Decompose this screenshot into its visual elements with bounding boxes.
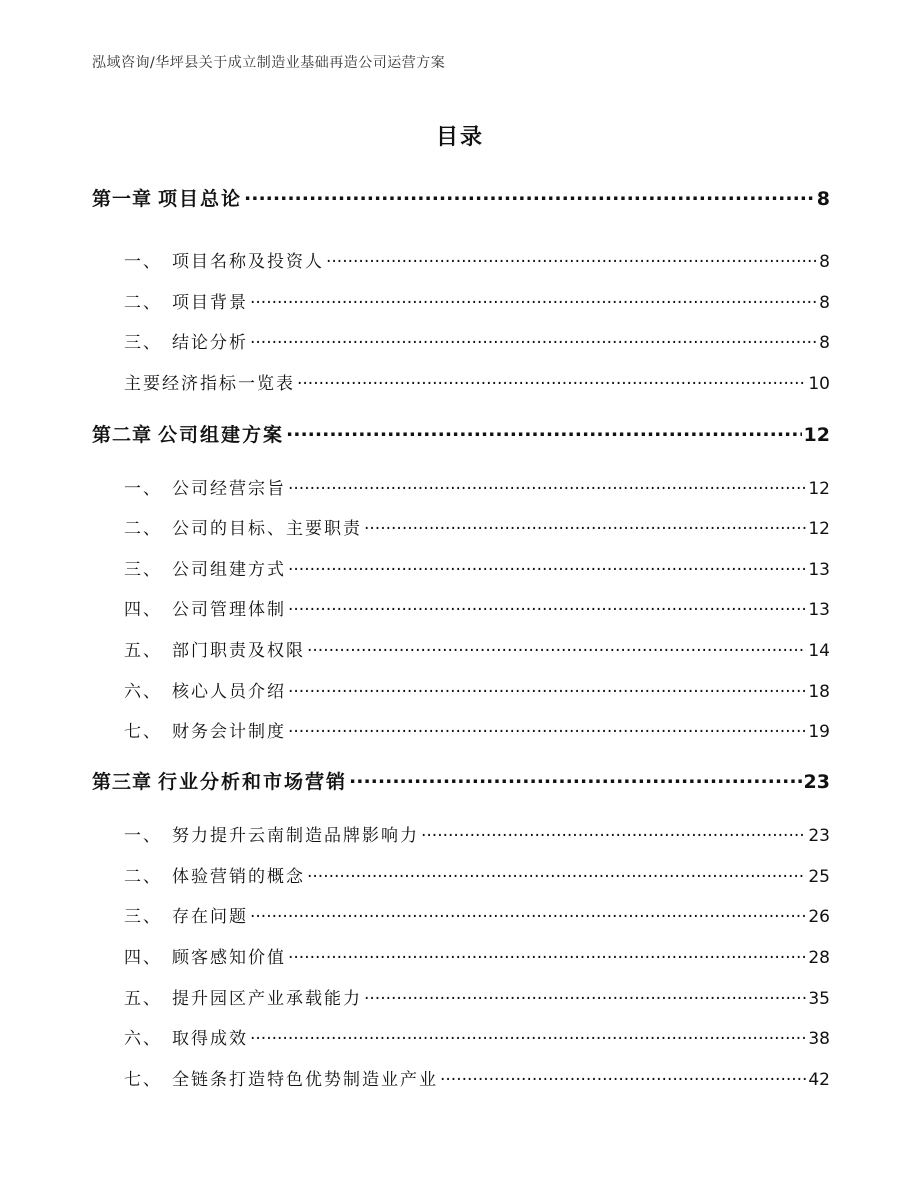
page-number: 19 (808, 722, 830, 742)
section-title: 努力提升云南制造品牌影响力 (172, 826, 419, 846)
page-number: 14 (808, 641, 830, 661)
toc-section[interactable] (92, 288, 830, 313)
section-title: 结论分析 (172, 333, 248, 353)
dot-leader (288, 680, 806, 697)
page-header: 泓域咨询/华坪县关于成立制造业基础再造公司运营方案 (92, 55, 446, 71)
toc-section[interactable] (92, 474, 830, 499)
toc-section[interactable] (92, 821, 830, 846)
section-title: 公司组建方式 (172, 560, 286, 580)
dot-leader (349, 769, 802, 788)
page-number: 12 (803, 424, 830, 446)
section-number: 五、 (124, 989, 162, 1009)
toc-section[interactable] (92, 862, 830, 887)
dot-leader (288, 946, 806, 963)
page-number: 35 (808, 989, 830, 1009)
toc-chapter-3[interactable] (92, 767, 830, 794)
section-number: 二、 (124, 519, 162, 539)
page-number: 8 (819, 333, 830, 353)
page-number: 8 (819, 252, 830, 272)
page-number: 13 (808, 600, 830, 620)
chapter-number: 第一章 (92, 188, 153, 210)
toc-title: 目录 (435, 125, 484, 150)
dot-leader (244, 186, 815, 205)
page-number: 8 (819, 293, 830, 313)
dot-leader (288, 477, 806, 494)
dot-leader (288, 558, 806, 575)
dot-leader (326, 250, 817, 267)
page-number: 18 (808, 682, 830, 702)
section-title: 公司经营宗旨 (172, 479, 286, 499)
page-number: 8 (816, 188, 830, 210)
page-number: 13 (808, 560, 830, 580)
dot-leader (288, 720, 806, 737)
toc-section[interactable] (92, 943, 830, 968)
section-title: 项目背景 (172, 293, 248, 313)
dot-leader (250, 1027, 806, 1044)
page-number: 12 (808, 519, 830, 539)
section-number: 四、 (124, 600, 162, 620)
toc-section[interactable] (92, 677, 830, 702)
toc-section[interactable] (92, 514, 830, 539)
section-number: 六、 (124, 1029, 162, 1049)
toc-section[interactable] (92, 1024, 830, 1049)
dot-leader (440, 1068, 806, 1085)
toc-section[interactable] (92, 984, 830, 1009)
chapter-title: 公司组建方案 (158, 424, 285, 446)
toc-chapter-2[interactable] (92, 420, 830, 447)
dot-leader (288, 598, 806, 615)
section-number: 三、 (124, 333, 162, 353)
toc-section[interactable] (92, 902, 830, 927)
section-title: 顾客感知价值 (172, 948, 286, 968)
toc-section[interactable] (92, 717, 830, 742)
toc-section[interactable] (92, 595, 830, 620)
section-title: 主要经济指标一览表 (124, 374, 295, 394)
section-number: 三、 (124, 560, 162, 580)
toc-section[interactable] (92, 328, 830, 353)
toc-section[interactable] (92, 1065, 830, 1090)
section-number: 七、 (124, 1070, 162, 1090)
toc-section[interactable] (92, 247, 830, 272)
section-title: 全链条打造特色优势制造业产业 (172, 1070, 438, 1090)
page-number: 42 (808, 1070, 830, 1090)
chapter-number: 第二章 (92, 424, 153, 446)
chapter-title: 行业分析和市场营销 (158, 771, 348, 793)
toc-section[interactable] (92, 636, 830, 661)
dot-leader (307, 639, 806, 656)
section-title: 项目名称及投资人 (172, 252, 324, 272)
dot-leader (421, 824, 806, 841)
section-title: 核心人员介绍 (172, 682, 286, 702)
chapter-number: 第三章 (92, 771, 153, 793)
page-number: 23 (803, 771, 830, 793)
section-title: 公司的目标、主要职责 (172, 519, 362, 539)
section-number: 四、 (124, 948, 162, 968)
page-number: 38 (808, 1029, 830, 1049)
section-title: 提升园区产业承载能力 (172, 989, 362, 1009)
page-number: 25 (808, 867, 830, 887)
section-title: 部门职责及权限 (172, 641, 305, 661)
page-number: 12 (808, 479, 830, 499)
dot-leader (364, 987, 806, 1004)
section-title: 公司管理体制 (172, 600, 286, 620)
dot-leader (250, 291, 817, 308)
toc-chapter-1[interactable] (92, 184, 830, 211)
dot-leader (250, 331, 817, 348)
section-title: 财务会计制度 (172, 722, 286, 742)
toc-section[interactable] (92, 369, 830, 394)
dot-leader (364, 517, 806, 534)
section-number: 一、 (124, 479, 162, 499)
dot-leader (250, 905, 806, 922)
page-number: 26 (808, 907, 830, 927)
toc-section[interactable] (92, 555, 830, 580)
section-number: 三、 (124, 907, 162, 927)
section-title: 取得成效 (172, 1029, 248, 1049)
dot-leader (286, 422, 802, 441)
chapter-title: 项目总论 (158, 188, 243, 210)
section-title: 存在问题 (172, 907, 248, 927)
page-number: 10 (808, 374, 830, 394)
page-number: 28 (808, 948, 830, 968)
dot-leader (297, 372, 806, 389)
section-title: 体验营销的概念 (172, 867, 305, 887)
section-number: 二、 (124, 867, 162, 887)
section-number: 二、 (124, 293, 162, 313)
section-number: 五、 (124, 641, 162, 661)
section-number: 一、 (124, 826, 162, 846)
dot-leader (307, 865, 806, 882)
section-number: 六、 (124, 682, 162, 702)
section-number: 七、 (124, 722, 162, 742)
page-number: 23 (808, 826, 830, 846)
section-number: 一、 (124, 252, 162, 272)
